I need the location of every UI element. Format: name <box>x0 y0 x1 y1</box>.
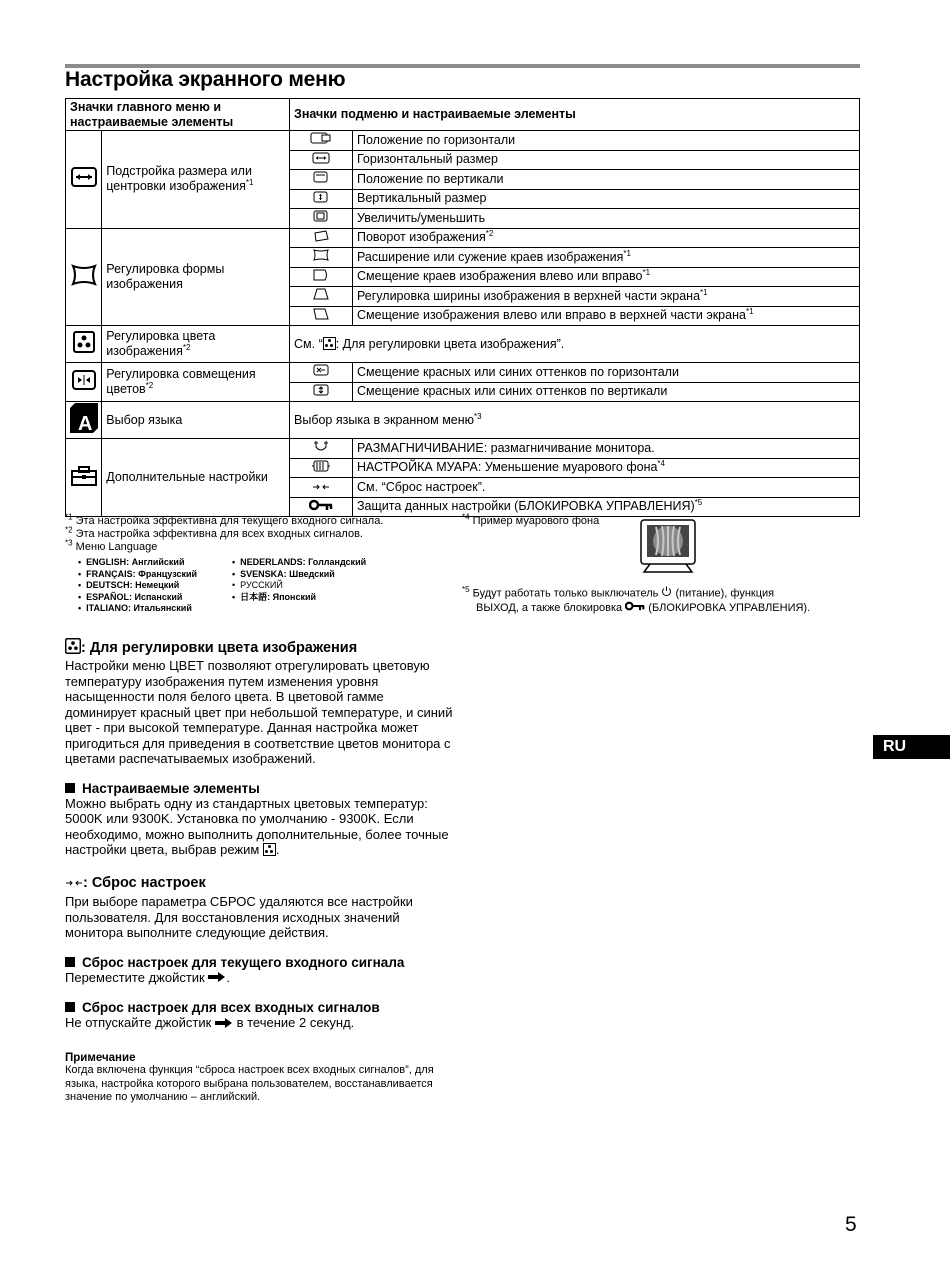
note-heading: Примечание <box>65 1052 136 1064</box>
menu-item: Смещение изображения влево или вправо в верхней части экрана <box>357 308 746 323</box>
group-label: Регулировка совмещения цветов <box>106 367 256 396</box>
reset-heading: : Сброс настроек <box>65 875 455 891</box>
menu-item: Выбор языка в экранном меню <box>294 412 475 427</box>
reset-all-body: Не отпускайте джойстик в течение 2 секунд. <box>65 1014 355 1030</box>
menu-item: Положение по вертикали <box>353 170 860 190</box>
reset-current-heading: Сброс настроек для текущего входного сигнала <box>65 955 455 970</box>
convergence-icon <box>66 363 102 402</box>
color-body: Настройки меню ЦВЕТ позволяют отрегулировать цветовую температуру изображения путем изменения уровня насыщенности поля белого цвета. В цветовой гамме доминирует красный цвет при небольшой температуре, и синий цвет - при высокой температуре. Данная настройка может пригодиться для приведения в соответствие цветов монитора с цветами распечатываемых изображений. <box>65 658 453 766</box>
menu-item: Смещение краев изображения влево или вправо <box>357 269 643 284</box>
language-list-left: • ENGLISH: Английский • FRANÇAIS: Французский • DEUTSCH: Немецкий • ESPAÑOL: Испанский • ITALIANO: Итальянский <box>78 557 228 615</box>
h-convergence-icon <box>290 363 353 383</box>
color-icon <box>323 337 336 350</box>
v-convergence-icon <box>290 382 353 402</box>
footnote-4: $^{*4}$ Пример муарового фона <box>462 512 600 527</box>
key-lock-icon <box>625 601 645 615</box>
language-tab: RU <box>873 735 950 759</box>
svg-text:A: A <box>77 413 93 434</box>
rotation-icon <box>290 228 353 248</box>
header-sub: Значки подменю и настраиваемые элементы <box>290 99 860 131</box>
group-label: Регулировка цвета изображения <box>106 329 216 358</box>
color-section <box>65 638 455 858</box>
key-balance-icon <box>290 306 353 326</box>
moire-example-image <box>640 519 696 580</box>
keystone-icon <box>290 287 353 307</box>
color-icon <box>66 326 102 363</box>
degauss-icon <box>290 439 353 459</box>
adjustable-items-heading: Настраиваемые элементы <box>65 781 455 796</box>
reset-current-body: Переместите джойстик . <box>65 969 230 985</box>
geometry-icon <box>66 228 102 326</box>
page-title: Настройка экранного меню <box>65 68 346 91</box>
menu-item: Увеличить/уменьшить <box>353 209 860 229</box>
note-body: Когда включена функция “сброса настроек всех входных сигналов”, для языка, настройка которого выбрана пользователем, восстанавливается значение по умолчанию – английский. <box>65 1064 434 1103</box>
group-label: Дополнительные настройки <box>106 470 268 484</box>
menu-item: Смещение красных или синих оттенков по вертикали <box>353 382 860 402</box>
options-icon <box>66 439 102 517</box>
v-position-icon <box>290 170 353 190</box>
menu-item: Расширение или сужение краев изображения <box>357 249 624 264</box>
moire-icon <box>290 458 353 478</box>
size-position-icon <box>66 131 102 229</box>
reset-section <box>65 875 455 1031</box>
key-lock-icon <box>290 497 353 517</box>
pin-balance-icon <box>290 267 353 287</box>
color-heading: : Для регулировки цвета изображения <box>65 638 455 658</box>
menu-item: Регулировка ширины изображения в верхней части экрана <box>357 288 701 303</box>
menu-item: РАЗМАГНИЧИВАНИЕ: размагничивание монитора. <box>353 439 860 459</box>
menu-item: Вертикальный размер <box>353 189 860 209</box>
menu-item: См. “Сброс настроек”. <box>353 478 860 498</box>
menu-item: Горизонтальный размер <box>353 150 860 170</box>
footnotes-left: $^{*1}$ Эта настройка эффективна для текущего входного сигнала. $^{*2}$ Эта настройка эффективна для всех входных сигналов. $^{*3}$ Меню Language <box>65 512 384 553</box>
osd-menu-table: Значки главного меню и настраиваемые элементы Значки подменю и настраиваемые элементы Подстройка размера или центровки изображения$^{*1}$ Положение по горизонтали Горизонтальный размер Положение по вертикали Вертикальный размер Увеличить/уменьшить Регулировка формы изображения Поворот изображения$^{*2}$ Расширение или сужение краев изображения$^{*1}$ Смещение краев изображения влево или вправо$^{*1}$ Регулировка ширины изображения в верхней части экрана$^{*1}$ Смещение изображения влево или вправо в верхней части экрана$^{*1}$ Регулировка цвета изображения$^{*2}$ См. “ : Для регулировки цвета изображения”. Регулировка совмещения цветов$^{*2}$ Смещение красных или синих оттенков по горизонтали Смещение красных или синих оттенков по вертикали A Выбор языка Выбор языка в экранном меню$^{*3}$ Дополнительные настройки РАЗМАГНИЧИВАНИЕ: размагничивание монитора. НАСТРОЙКА МУАРА: Уменьшение муарового фона$^{*4}$ См. “Сброс настроек”. Защита данных настройки (БЛОКИРОВКА УПРАВЛЕНИЯ)$^{*5}$ <box>65 98 860 517</box>
v-size-icon <box>290 189 353 209</box>
arrow-right-icon <box>208 970 226 986</box>
color-icon <box>263 843 276 856</box>
power-icon <box>661 586 672 601</box>
note-section <box>65 1052 455 1105</box>
reset-body: При выборе параметра СБРОС удаляются все настройки пользователя. Для восстановления исходных значений монитора выполните следующие действия. <box>65 894 413 941</box>
reset-icon <box>290 478 353 498</box>
h-position-icon <box>290 131 353 151</box>
header-main: Значки главного меню и настраиваемые элементы <box>66 99 290 131</box>
reset-all-heading: Сброс настроек для всех входных сигналов <box>65 1000 455 1015</box>
group-label: Регулировка формы изображения <box>106 261 225 291</box>
reset-icon <box>65 875 83 891</box>
menu-item: Смещение красных или синих оттенков по горизонтали <box>353 363 860 383</box>
color-icon <box>65 638 81 658</box>
h-size-icon <box>290 150 353 170</box>
page-number: 5 <box>845 1213 857 1236</box>
menu-item: НАСТРОЙКА МУАРА: Уменьшение муарового фона <box>357 460 658 475</box>
pincushion-icon <box>290 248 353 268</box>
language-icon <box>66 402 102 439</box>
menu-item: Положение по горизонтали <box>353 131 860 151</box>
group-label: Выбор языка <box>106 412 183 427</box>
zoom-icon <box>290 209 353 229</box>
menu-item: Поворот изображения <box>357 230 486 245</box>
menu-item: Защита данных настройки (БЛОКИРОВКА УПРАВЛЕНИЯ) <box>357 499 695 514</box>
adjustable-items-body: Можно выбрать одну из стандартных цветовых температур: 5000K или 9300K. Установка по умолчанию - 9300K. Если необходимо, можно выполнить дополнительные, более точные настройки цвета, выбрав режим . <box>65 795 449 857</box>
footnote-5: $^{*5}$ Будут работать только выключатель (питание), функция ВЫХОД, а также блокировка (БЛОКИРОВКА УПРАВЛЕНИЯ). <box>462 584 811 614</box>
language-list-right: • NEDERLANDS: Голландский • SVENSKA: Шведский • РУССКИЙ • 日本語: Японский <box>232 557 412 603</box>
group-label: Подстройка размера или центровки изображения <box>106 164 252 194</box>
arrow-right-icon <box>215 1016 233 1032</box>
